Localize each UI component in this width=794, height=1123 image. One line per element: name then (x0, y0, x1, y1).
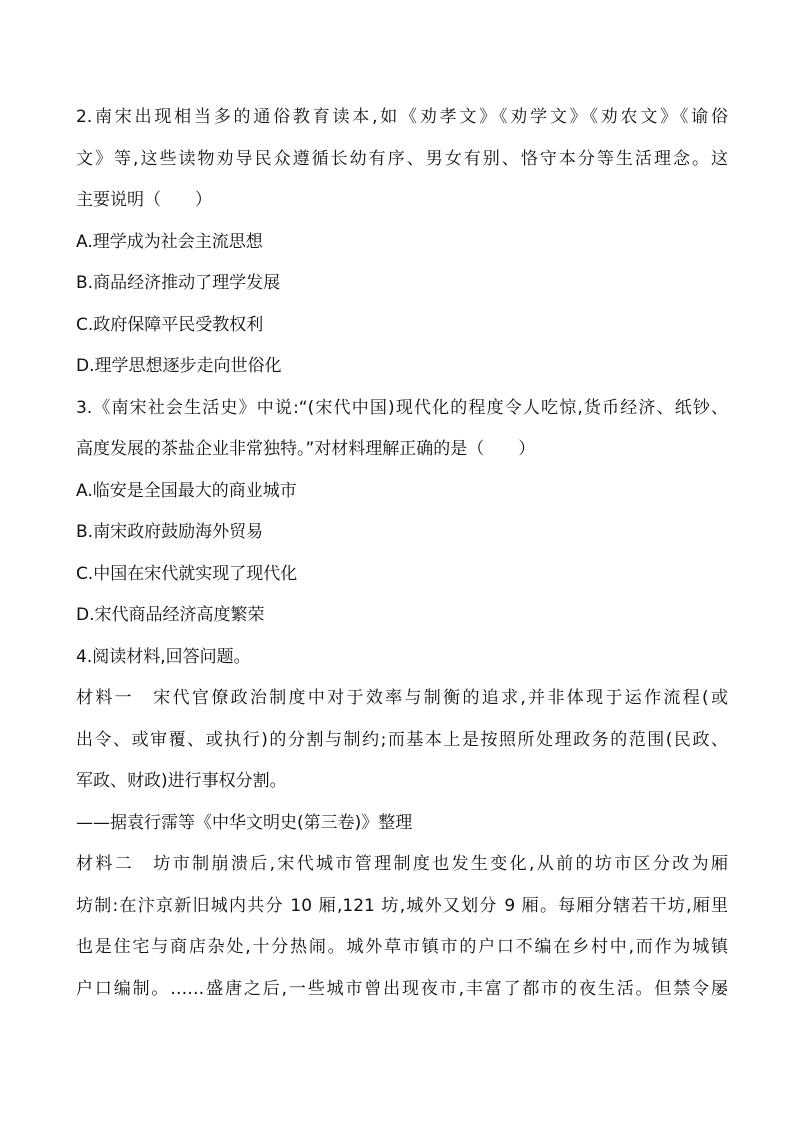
q3-stem-line-1: 3.《南宋社会生活史》中说:“(宋代中国)现代化的程度令人吃惊,货币经济、纸钞、 (76, 397, 728, 418)
q4-material2-line-1: 材料二 坊市制崩溃后,宋代城市管理制度也发生变化,从前的坊市区分改为厢 (76, 854, 728, 874)
q2-stem-line-3: 主要说明（ ） (76, 190, 212, 210)
q3-option-b: B.南宋政府鼓励海外贸易 (76, 522, 264, 542)
q3-option-d: D.宋代商品经济高度繁荣 (76, 605, 265, 625)
q2-option-a: A.理学成为社会主流思想 (76, 231, 263, 252)
q3-option-a: A.临安是全国最大的商业城市 (76, 480, 297, 501)
q4-material1-line-1: 材料一 宋代官僚政治制度中对于效率与制衡的追求,并非体现于运作流程(或 (76, 688, 728, 708)
q4-material2-line-2: 坊制:在汴京新旧城内共分 10 厢,121 坊,城外又划分 9 厢。每厢分辖若干坊,厢里 (76, 895, 728, 916)
q4-stem: 4.阅读材料,回答问题。 (76, 646, 251, 667)
q4-material2-line-3: 也是住宅与商店杂处,十分热闹。城外草市镇市的户口不编在乡村中,而作为城镇 (76, 937, 728, 957)
q2-option-b: B.商品经济推动了理学发展 (76, 273, 281, 293)
q2-stem-line-2: 文》等,这些读物劝导民众遵循长幼有序、男女有别、恪守本分等生活理念。这 (76, 148, 728, 169)
q4-material1-line-3: 军政、财政)进行事权分割。 (76, 771, 287, 791)
q2-stem-line-1: 2.南宋出现相当多的通俗教育读本,如《劝孝文》《劝学文》《劝农文》《谕俗 (76, 107, 728, 127)
q2-option-c: C.政府保障平民受教权利 (76, 314, 264, 335)
q2-option-d: D.理学思想逐步走向世俗化 (76, 356, 282, 376)
q4-material1-source: ——据袁行霈等《中华文明史(第三卷)》整理 (76, 812, 413, 833)
q3-stem-line-2: 高度发展的茶盐企业非常独特。”对材料理解正确的是（ ） (76, 439, 536, 459)
q3-option-c: C.中国在宋代就实现了现代化 (76, 563, 298, 584)
q4-material2-line-4: 户口编制。……盛唐之后,一些城市曾出现夜市,丰富了都市的夜生活。但禁令屡 (76, 978, 728, 999)
q4-material1-line-2: 出令、或审覆、或执行)的分割与制约;而基本上是按照所处理政务的范围(民政、 (76, 729, 728, 750)
page-content (76, 97, 728, 1010)
